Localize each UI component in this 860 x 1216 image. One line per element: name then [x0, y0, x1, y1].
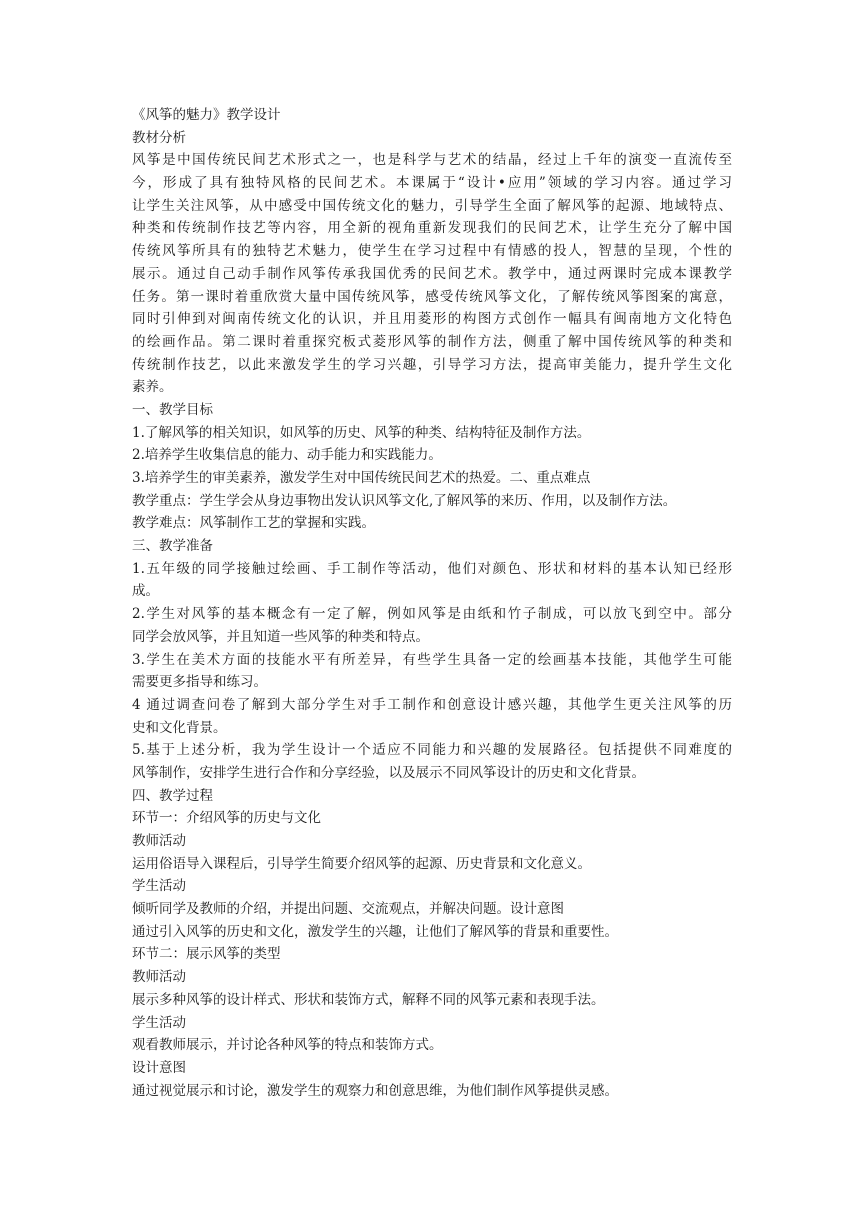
- text-line: 素养。: [132, 379, 173, 396]
- text-line: 2.学生对风筝的基本概念有一定了解，例如风筝是由纸和竹子制成，可以放飞到空中。部分: [132, 606, 732, 623]
- text-line: 三、教学准备: [132, 538, 213, 555]
- text-line: 2.培养学生收集信息的能力、动手能力和实践能力。: [132, 447, 442, 464]
- text-line: 四、教学过程: [132, 787, 213, 804]
- text-line: 通过引入风筝的历史和文化，激发学生的兴趣，让他们了解风筝的背景和重要性。: [132, 923, 618, 940]
- text-line: 需要更多指导和练习。: [132, 674, 267, 691]
- text-line: 环节二：展示风筝的类型: [132, 946, 281, 963]
- document-body: [132, 104, 732, 1102]
- text-line: 教学难点：风筝制作工艺的掌握和实践。: [132, 515, 375, 532]
- document-title: 《风筝的魅力》教学设计: [132, 107, 281, 123]
- text-line: 3.培养学生的审美素养，激发学生对中国传统民间艺术的热爱。二、重点难点: [132, 470, 591, 486]
- text-line: 种类和传统制作技艺等内容，用全新的视角重新发现我们的民间艺术，让学生充分了解中国: [132, 220, 732, 237]
- text-line: 传统制作技艺，以此来激发学生的学习兴趣，引导学习方法，提高审美能力，提升学生文化: [132, 356, 732, 373]
- text-line: 让学生关注风筝，从中感受中国传统文化的魅力，引导学生全面了解风筝的起源、地域特点、: [132, 197, 732, 214]
- text-line: 学生活动: [132, 1014, 186, 1031]
- text-line: 学生活动: [132, 878, 186, 895]
- text-line: 展示多种风筝的设计样式、形状和装饰方式，解释不同的风筝元素和表现手法。: [132, 991, 605, 1008]
- text-line: 成。: [132, 583, 159, 600]
- text-line: 1.了解风筝的相关知识，如风筝的历史、风筝的种类、结构特征及制作方法。: [132, 424, 591, 441]
- text-line: 传统风筝所具有的独特艺术魅力，使学生在学习过程中有情感的投人，智慧的呈现，个性的: [132, 243, 732, 260]
- text-line: 5.基于上述分析，我为学生设计一个适应不同能力和兴趣的发展路径。包括提供不同难度的: [132, 742, 732, 759]
- text-line: 3.学生在美术方面的技能水平有所差异，有些学生具备一定的绘画基本技能，其他学生可能: [132, 651, 732, 668]
- text-line: 4 通过调查问卷了解到大部分学生对手工制作和创意设计感兴趣，其他学生更关注风筝的历: [132, 696, 732, 713]
- text-line: 1.五年级的同学接触过绘画、手工制作等活动，他们对颜色、形状和材料的基本认知已经形: [132, 560, 732, 577]
- text-line: 风筝制作，安排学生进行合作和分享经验，以及展示不同风筝设计的历史和文化背景。: [132, 764, 645, 781]
- text-line: 同学会放风筝，并且知道一些风筝的种类和特点。: [132, 628, 429, 645]
- text-line: 教材分析: [132, 129, 186, 146]
- text-line: 观看教师展示，并讨论各种风筝的特点和装饰方式。: [132, 1037, 443, 1054]
- text-line: 任务。第一课时着重欣赏大量中国传统风筝，感受传统风筝文化，了解传统风筝图案的寓意，: [132, 288, 732, 305]
- text-line: 设计意图: [132, 1059, 186, 1076]
- text-line: 运用俗语导入课程后，引导学生简要介绍风筝的起源、历史背景和文化意义。: [132, 855, 591, 872]
- text-line: 展示。通过自己动手制作风筝传承我国优秀的民间艺术。教学中，通过两课时完成本课教学: [132, 265, 732, 282]
- text-line: 教师活动: [132, 833, 186, 849]
- text-line: 史和文化背景。: [132, 719, 227, 736]
- text-line: 倾听同学及教师的介绍，并提出问题、交流观点，并解决问题。设计意图: [132, 901, 564, 918]
- text-line: 通过视觉展示和讨论，激发学生的观察力和创意思维，为他们制作风筝提供灵感。: [132, 1082, 618, 1099]
- text-line: 一、教学目标: [132, 401, 213, 418]
- text-line: 今，形成了具有独特风格的民间艺术。本课属于“设计•应用”领域的学习内容。通过学习: [132, 175, 732, 192]
- text-line: 教师活动: [132, 969, 186, 986]
- text-line: 教学重点：学生学会从身边事物出发认识风筝文化,了解风筝的来历、作用，以及制作方法。: [132, 492, 677, 509]
- text-line: 环节一：介绍风筝的历史与文化: [132, 810, 321, 827]
- text-line: 同时引伸到对闽南传统文化的认识，并且用菱形的构图方式创作一幅具有闽南地方文化特色: [132, 311, 732, 328]
- text-line: 风筝是中国传统民间艺术形式之一，也是科学与艺术的结晶，经过上千年的演变一直流传至: [132, 152, 732, 169]
- text-line: 的绘画作品。第二课时着重探究板式菱形风筝的制作方法，侧重了解中国传统风筝的种类和: [132, 333, 732, 350]
